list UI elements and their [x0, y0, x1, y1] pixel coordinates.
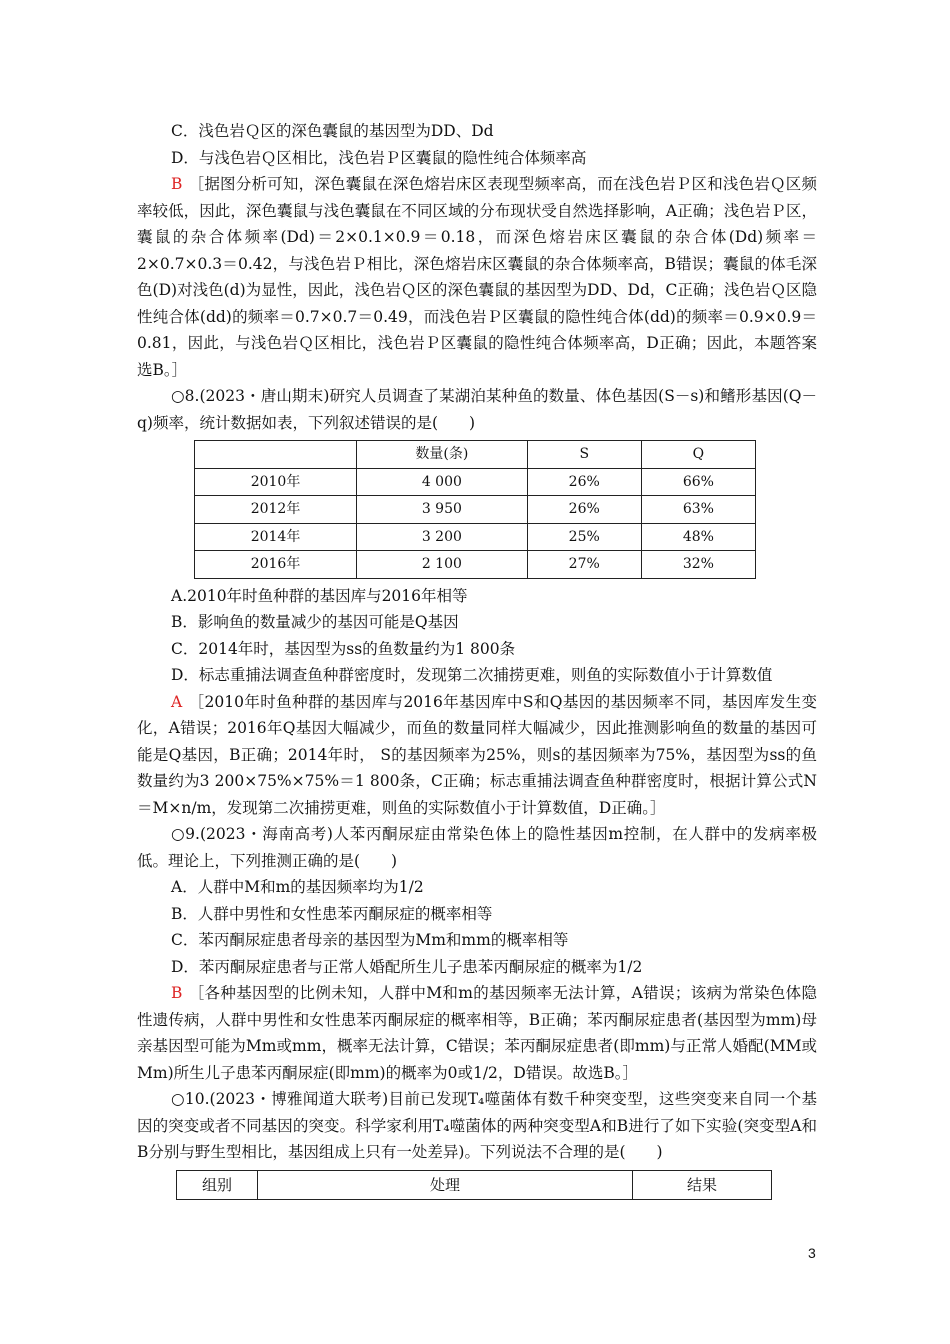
- table-cell: 27%: [527, 551, 641, 579]
- table-header-cell: S: [527, 441, 641, 469]
- q7-explanation-text: ［据图分析可知，深色囊鼠在深色熔岩床区表现型频率高，而在浅色岩Ｐ区和浅色岩Ｑ区频率较低，因此，深色囊鼠与浅色囊鼠在不同区域的分布现状受自然选择影响，A正确；浅色岩Ｐ区，囊鼠的杂合体频率(Dd)＝2×0.1×0.9＝0.18，而深色熔岩床区囊鼠的杂合体(Dd)频率＝2×0.7×0.3＝0.42，与浅色岩Ｐ相比，深色熔岩床区囊鼠的杂合体频率高，B错误；囊鼠的体毛深色(D)对浅色(d)为显性，因此，浅色岩Ｑ区的深色囊鼠的基因型为DD、Dd，C正确；浅色岩Ｑ区隐性纯合体(dd)的频率＝0.7×0.7＝0.49，而浅色岩Ｐ区囊鼠的隐性纯合体(dd)的频率＝0.9×0.9＝0.81，因此，与浅色岩Ｑ区相比，浅色岩Ｐ区囊鼠的隐性纯合体频率高，D正确；因此，本题答案选B。］: [137, 175, 817, 379]
- table-header-row: [177, 1170, 772, 1200]
- table-cell: 32%: [641, 551, 755, 579]
- q10-experiment-table: [176, 1170, 772, 1201]
- q9-explanation-text: ［各种基因型的比例未知，人群中M和m的基因频率无法计算，A错误；该病为常染色体隐性遗传病，人群中男性和女性患苯丙酮尿症的概率相等，B正确；苯丙酮尿症患者(基因型为mm)母亲基因型可能为Mm或mm，概率无法计算，C错误；苯丙酮尿症患者(即mm)与正常人婚配(MM或Mm)所生儿子患苯丙酮尿症(即mm)的概率为0或1/2，D错误。故选B。］: [137, 984, 817, 1082]
- table-cell: 2016年: [195, 551, 357, 579]
- q7-explanation: [137, 171, 817, 383]
- table-header-cell: [195, 441, 357, 469]
- table-cell: 4 000: [357, 468, 528, 496]
- document-body: [137, 118, 817, 1200]
- q9-option-d: D．苯丙酮尿症患者与正常人婚配所生儿子患苯丙酮尿症的概率为1/2: [171, 957, 643, 976]
- q8-stem: ○8.(2023・唐山期末)研究人员调查了某湖泊某种鱼的数量、体色基因(S－s)和鳍形基因(Q－q)频率，统计数据如表，下列叙述错误的是( ): [137, 387, 817, 432]
- table-cell: 2010年: [195, 468, 357, 496]
- table-cell: 2 100: [357, 551, 528, 579]
- q8-option-c: C．2014年时，基因型为ss的鱼数量约为1 800条: [171, 639, 516, 658]
- q9-option-b: B．人群中男性和女性患苯丙酮尿症的概率相等: [171, 904, 493, 923]
- q8-answer-letter: A: [171, 692, 183, 711]
- q9-option-c: C．苯丙酮尿症患者母亲的基因型为Mm和mm的概率相等: [171, 931, 569, 949]
- table-row: [195, 468, 756, 496]
- q10-stem: ○10.(2023・博雅闻道大联考)目前已发现T₄噬菌体有数千种突变型，这些突变来自同一个基因的突变或者不同基因的突变。科学家利用T₄噬菌体的两种突变型A和B进行了如下实验(突变型A和B分别与野生型相比，基因组成上只有一处差异)。下列说法不合理的是( ): [137, 1090, 817, 1161]
- q9-explanation: [137, 980, 817, 1086]
- q8-data-table: [194, 440, 756, 579]
- q8-option-d: D．标志重捕法调查鱼种群密度时，发现第二次捕捞更难，则鱼的实际数值小于计算数值: [171, 666, 773, 684]
- q9-option-a: A．人群中M和m的基因频率均为1/2: [171, 878, 424, 896]
- table-cell: 26%: [527, 496, 641, 524]
- page-number: 3: [808, 1245, 816, 1261]
- table-cell: 63%: [641, 496, 755, 524]
- q7-option-d: D．与浅色岩Ｑ区相比，浅色岩Ｐ区囊鼠的隐性纯合体频率高: [171, 148, 587, 167]
- q9-answer-letter: B: [171, 984, 183, 1002]
- table-cell: 25%: [527, 523, 641, 551]
- table-cell: 3 200: [357, 523, 528, 551]
- q8-explanation-text: ［2010年时鱼种群的基因库与2016年基因库中S和Q基因的基因频率不同，基因库发生变化，A错误；2016年Q基因大幅减少，而鱼的数量同样大幅减少，因此推测影响鱼的数量的基因可能是Q基因，B正确；2014年时， S的基因频率为25%，则s的基因频率为75%，基因型为ss的鱼数量约为3 200×75%×75%＝1 800条，C正确；标志重捕法调查鱼种群密度时，根据计算公式N＝M×n/m，发现第二次捕捞更难，则鱼的实际数值小于计算数值，D正确。］: [137, 692, 817, 817]
- table-header-cell: 结果: [633, 1170, 772, 1200]
- q8-option-a: A.2010年时鱼种群的基因库与2016年相等: [171, 586, 468, 605]
- table-row: [195, 523, 756, 551]
- q8-explanation: [137, 689, 817, 822]
- q9-stem: ○9.(2023・海南高考)人苯丙酮尿症由常染色体上的隐性基因m控制，在人群中的发病率极低。理论上，下列推测正确的是( ): [137, 825, 817, 870]
- table-header-cell: Q: [641, 441, 755, 469]
- table-cell: 3 950: [357, 496, 528, 524]
- table-cell: 48%: [641, 523, 755, 551]
- table-cell: 2014年: [195, 523, 357, 551]
- q7-option-c: C．浅色岩Ｑ区的深色囊鼠的基因型为DD、Dd: [171, 122, 494, 140]
- table-cell: 66%: [641, 468, 755, 496]
- table-row: [195, 551, 756, 579]
- q8-option-b: B．影响鱼的数量减少的基因可能是Q基因: [171, 613, 459, 631]
- table-header-cell: 组别: [177, 1170, 258, 1200]
- table-header-cell: 数量(条): [357, 441, 528, 469]
- table-cell: 2012年: [195, 496, 357, 524]
- table-cell: 26%: [527, 468, 641, 496]
- table-row: [195, 496, 756, 524]
- q7-answer-letter: B: [171, 175, 183, 193]
- table-header-row: [195, 441, 756, 469]
- table-header-cell: 处理: [258, 1170, 633, 1200]
